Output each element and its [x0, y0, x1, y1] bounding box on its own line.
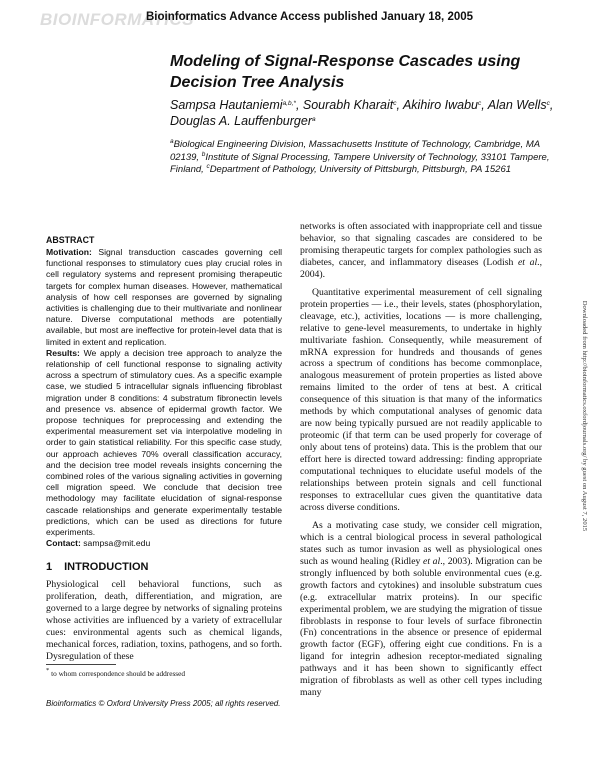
affiliation-text: Institute of Signal Processing, Tampere University of Technology, 33101 Tampere, Finland,: [170, 151, 550, 176]
abstract-heading: ABSTRACT: [46, 235, 95, 245]
intro-paragraph-3: As a motivating case study, we consider cell migration, which is a central biological process in several pathological states such as tumor invasion as well as physiological ones such as wound healing (Ridley et al., 2003). Migration can be strongly influenced by both soluble environmental cues (e.g. growth factors and cytokines) and insoluble substratum cues (e.g. extracellular matrix proteins). In our specific experimental problem, we are studying the migration of tissue fibroblasts in response to four levels of surface fibronectin (Fn) concentrations in the absence or presence of epidermal growth factor (EGF), offering eight cue conditions. Fn is a ligand for integrin adhesion receptor-mediated signaling pathways and it has been shown to significantly effect migration of fibroblasts as well as other cell types including many: [300, 519, 542, 699]
affiliation-text: Biological Engineering Division, Massachusetts Institute of Technology, Cambridge, MA 02139,: [170, 139, 540, 163]
left-column: [46, 235, 282, 663]
download-sidebar: [579, 216, 589, 616]
footnote: * to whom correspondence should be addressed: [46, 667, 186, 678]
affiliations: [170, 139, 565, 177]
abstract-contact: Contact: sampsa@mit.edu: [46, 538, 151, 549]
author-name: Alan Wells: [487, 98, 547, 112]
intro-paragraph-1: Physiological cell behavioral functions, such as proliferation, death, differentiation, and migration, are governed to a large degree by networks of signaling proteins whose activities are influenced by a variety of extracellular cues: environmental agents such as chemical ligands, mechanical forces, radiation, toxins, pathogens, and so forth. Dysregulation of these: [46, 579, 282, 663]
author-name: Sourabh Kharait: [302, 98, 394, 112]
abstract-motivation: Motivation: Signal transduction cascades governing cell functional responses to stimulatory cues play crucial roles in cell regulatory systems and represent promising therapeutic targets for complex human diseases. However, mathematical analysis of how cell responses are governed by signaling activities is challenging due to their multivariate and nonlinear nature. Diverse computational methods are potentially available, but most are ineffective for protein-level data that is limited in extent and replication.: [46, 247, 283, 347]
author-list: Sampsa Hautaniemi$^{a,b,*}$, Sourabh Kharait$^c$, Akihiro Iwabu$^c$, Alan Wells$^c$, Douglas A. Lauffenburger$^a$: [170, 98, 554, 128]
affiliation-mark: a: [170, 138, 174, 145]
author-affiliation-mark: c: [478, 100, 482, 107]
contact-email[interactable]: sampsa@mit.edu: [83, 538, 151, 549]
download-notice[interactable]: Downloaded from http://bioinformatics.oxfordjournals.org/ by guest on August 7, 2015: [581, 300, 588, 532]
author-name: Akihiro Iwabu: [402, 98, 479, 112]
author-affiliation-mark: a,b,*: [282, 100, 296, 107]
intro-paragraph-2: Quantitative experimental measurement of cell signaling protein properties — i.e., their levels, states (phosphorylation, cleavage, etc.), activities, locations — is more challenging, relative to gene-level measurements, to undertake in highly multivariate fashion. Consequently, while measurement of mRNA expression for hundreds and thousands of genes across a spectrum of conditions has become commonplace, analogous measurement of protein properties as listed above remains limited to the order of tens at best. A critical consequence of this situation is that many of the informatics methods by which computational analyses of genomic data are now being typically pursued are not readily applicable to proteomic (if that term can be used properly for coverage of only about tens of proteins) data. This is the problem that our effort here is directed toward addressing: finding appropriate computational techniques to elucidate useful models of the relationships between protein signals and cell functional responses to extracellular cues given the quantitative data across diverse conditions.: [300, 286, 542, 513]
paper-title: Modeling of Signal-Response Cascades using Decision Tree Analysis: [170, 53, 521, 91]
author-affiliation-mark: a: [312, 116, 316, 123]
right-column: [300, 221, 542, 699]
author-affiliation-mark: c: [546, 100, 550, 107]
section-heading-introduction: 1 INTRODUCTION: [46, 561, 149, 574]
journal-watermark: BIOINFORMATICS: [40, 10, 195, 29]
affiliation-text: Department of Pathology, University of Pittsburgh, Pittsburgh, PA 15261: [209, 164, 512, 176]
copyright-footer: Bioinformatics © Oxford University Press 2005; all rights reserved.: [46, 699, 281, 708]
affiliation-mark: c: [206, 163, 210, 171]
author-name: Sampsa Hautaniemi: [170, 98, 283, 112]
author-affiliation-mark: c: [393, 100, 397, 107]
author-name: Douglas A. Lauffenburger: [170, 114, 312, 128]
advance-access-header: Bioinformatics Advance Access published January 18, 2005: [146, 11, 474, 23]
intro-paragraph-1-continued: networks is often associated with inappropriate cell and tissue behavior, so that signaling cascades are considered to be promising therapeutic targets for complex pathologies such as diabetes, cancer, and inflammatory diseases (Lodish et al., 2004).: [300, 221, 543, 280]
affiliation-mark: b: [201, 150, 206, 158]
footnote-divider: [46, 664, 116, 665]
abstract-results: Results: We apply a decision tree approach to analyze the relationship of cell functional response to signaling activity across a spectrum of stimulatory cues. As a specific example case, we studied 5 intracellular signals influencing fibroblast migration under 8 conditions: 4 substratum fibronectin levels and presence vs. absence of epidermal growth factor. We propose techniques for preprocessing and extending the experimental measurement set via interpolative modeling in order to gain statistical reliability. For this specific case study, our approach achieves 70% overall classification accuracy, and the decision tree model reveals insights concerning the combined roles of the various signaling activities in governing cell migration speed. We conclude that decision tree methodology may facilitate elucidation of signal-response cascade relationships and generate experimentally testable predictions, which can be used as directions for future experiments.: [46, 347, 282, 538]
